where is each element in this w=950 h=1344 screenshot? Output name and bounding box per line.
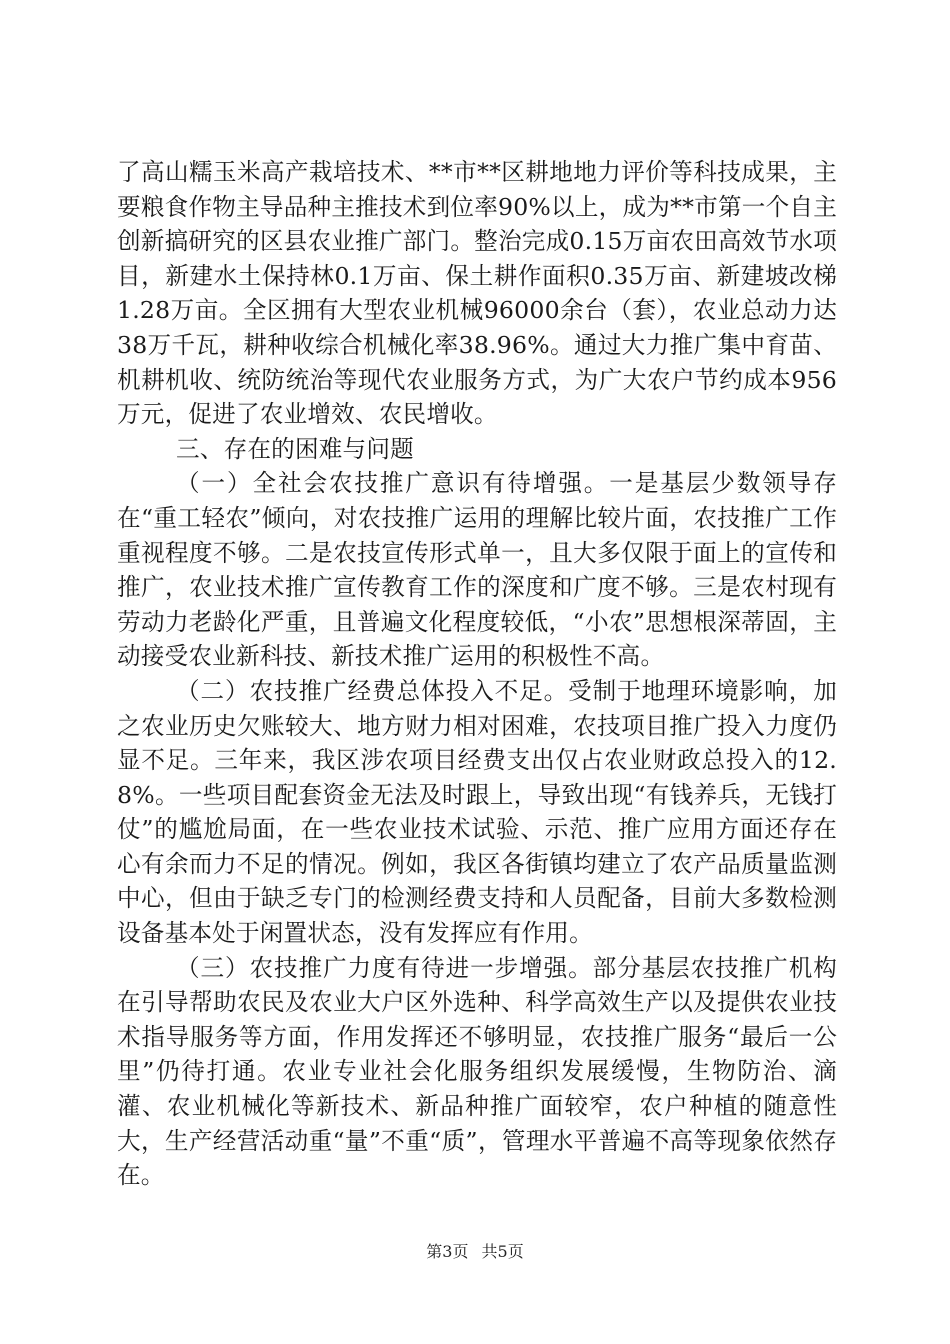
section-heading: 三、存在的困难与问题	[176, 434, 414, 463]
page-footer	[0, 1241, 950, 1263]
page-total: 共5页	[481, 1242, 524, 1261]
page-number: 第3页	[426, 1242, 469, 1261]
paragraph-issue-3: （三）农技推广力度有待进一步增强。部分基层农技推广机构在引导帮助农民及农业大户区外选种、科学高效生产以及提供农业技术指导服务等方面，作用发挥还不够明显，农技推广服务“最后一公里”仍待打通。农业专业社会化服务组织发展缓慢，生物防治、滴灌、农业机械化等新技术、新品种推广面较窄，农户种植的随意性大，生产经营活动重“量”不重“质”，管理水平普遍不高等现象依然存在。	[117, 953, 837, 1190]
document-body	[117, 155, 837, 1193]
paragraph-issue-1: （一）全社会农技推广意识有待增强。一是基层少数领导存在“重工轻农”倾向，对农技推广运用的理解比较片面，农技推广工作重视程度不够。二是农技宣传形式单一，且大多仅限于面上的宣传和推广，农业技术推广宣传教育工作的深度和广度不够。三是农村现有劳动力老龄化严重，且普遍文化程度较低，“小农”思想根深蒂固，主动接受农业新科技、新技术推广运用的积极性不高。	[117, 469, 837, 671]
paragraph-continuation: 了高山糯玉米高产栽培技术、**市**区耕地地力评价等科技成果，主要粮食作物主导品种主推技术到位率90%以上，成为**市第一个自主创新搞研究的区县农业推广部门。整治完成0.15万亩农田高效节水项目，新建水土保持林0.1万亩、保土耕作面积0.35万亩、新建坡改梯1.28万亩。全区拥有大型农业机械96000余台（套），农业总动力达38万千瓦，耕种收综合机械化率38.96%。通过大力推广集中育苗、机耕机收、统防统治等现代农业服务方式，为广大农户节约成本956万元，促进了农业增效、农民增收。	[117, 158, 837, 429]
paragraph-issue-2: （二）农技推广经费总体投入不足。受制于地理环境影响，加之农业历史欠账较大、地方财力相对困难，农技项目推广投入力度仍显不足。三年来，我区涉农项目经费支出仅占农业财政总投入的12.8%。一些项目配套资金无法及时跟上，导致出现“有钱养兵，无钱打仗”的尴尬局面，在一些农业技术试验、示范、推广应用方面还存在心有余而力不足的情况。例如，我区各街镇均建立了农产品质量监测中心，但由于缺乏专门的检测经费支持和人员配备，目前大多数检测设备基本处于闲置状态，没有发挥应有作用。	[117, 676, 837, 948]
